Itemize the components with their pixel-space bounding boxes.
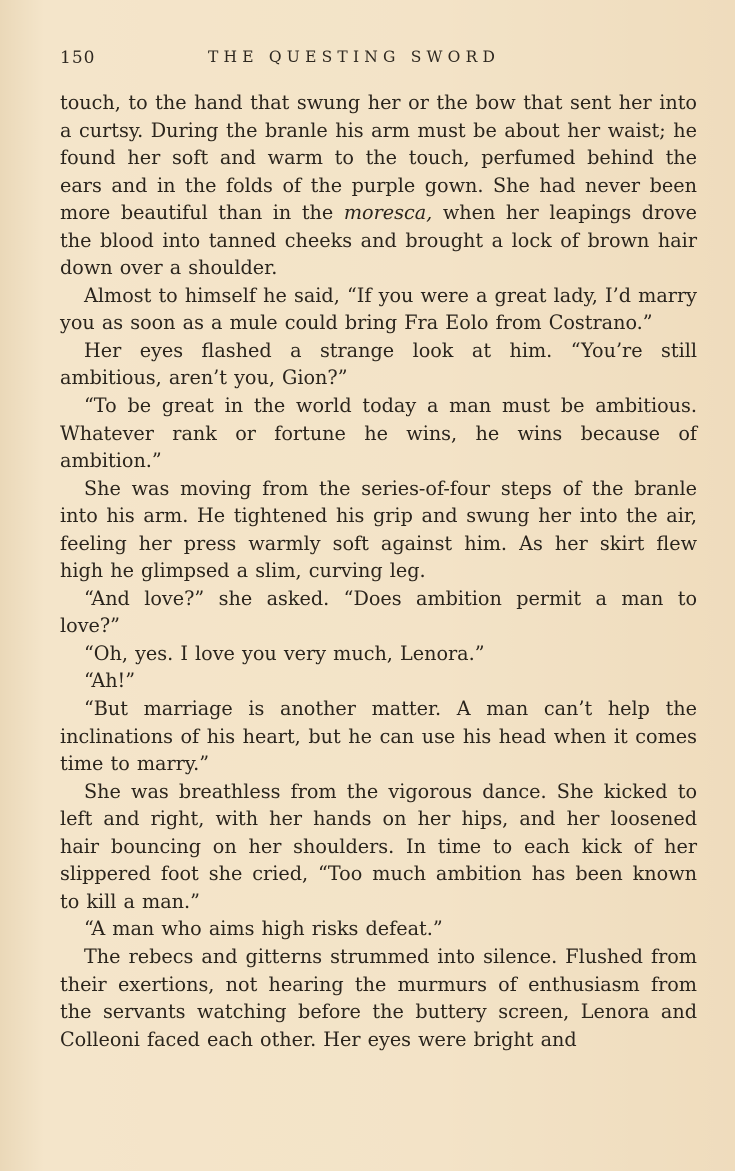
paragraph: Almost to himself he said, “If you were a great lady, I’d marry you as soon as a mule could bring Fra Eolo from Costrano.”: [60, 283, 697, 335]
paragraph: “Oh, yes. I love you very much, Lenora.”: [84, 641, 485, 665]
paragraph: “To be great in the world today a man must be ambitious. Whatever rank or fortune he wins, he wins because of ambition.”: [60, 394, 697, 473]
paragraph: The rebecs and gitterns strummed into silence. Flushed from their exertions, not hearing the murmurs of enthusiasm from the servants watching before the buttery screen, Lenora and Colleoni faced each other. Her eyes were bright and: [60, 944, 697, 1051]
paragraph: She was moving from the series-of-four steps of the branle into his arm. He tightened his grip and swung her into the air, feeling her press warmly soft against him. As her skirt flew high he glimpsed a slim, curving leg.: [60, 476, 697, 583]
paragraph: “Ah!”: [84, 669, 136, 693]
body-text: [60, 89, 697, 1053]
paragraph: “And love?” she asked. “Does ambition permit a man to love?”: [60, 586, 697, 638]
paragraph-text: touch, to the hand that swung her or the bow that sent her into a curtsy. During the branle his arm must be about her waist; he found her soft and warm to the touch, perfumed behind the ears and in the folds of the purple gown. She had never been more beautiful than in the: [60, 91, 697, 225]
paragraph: “But marriage is another matter. A man can’t help the inclinations of his heart, but he can use his head when it comes time to marry.”: [60, 697, 697, 776]
page-number: 150: [60, 48, 96, 68]
paragraph: Her eyes flashed a strange look at him. “You’re still ambitious, aren’t you, Gion?”: [60, 338, 697, 390]
paragraph: She was breathless from the vigorous dance. She kicked to left and right, with her hands on her hips, and her loosened hair bouncing on her shoulders. In time to each kick of her slippered foot she cried, “Too much ambition has been known to kill a man.”: [60, 779, 697, 913]
paragraph: [60, 89, 697, 282]
paragraph: “A man who aims high risks defeat.”: [84, 917, 443, 941]
italic-word: moresca,: [343, 201, 433, 225]
page-content: [60, 48, 697, 1051]
running-head: THE QUESTING SWORD: [208, 48, 501, 66]
paragraph-text: when her leapings drove the blood into tanned cheeks and brought a lock of brown hair down over a shoulder.: [60, 201, 697, 280]
page-header: [60, 48, 697, 78]
